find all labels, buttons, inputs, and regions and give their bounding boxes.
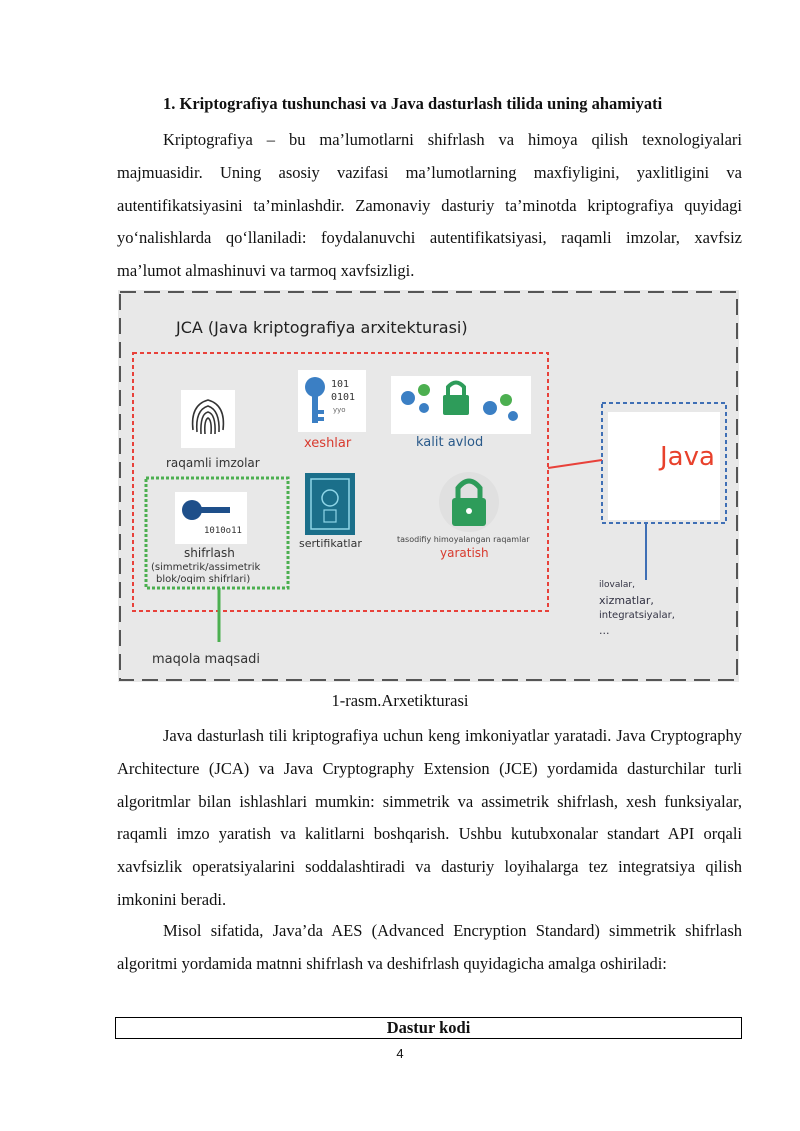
paragraph-example-text: Misol sifatida, Java’da AES (Advanced Encryption Standard) simmetrik shifrlash algoritmi yordamida matnni shifrlash va deshifrlash quyidagicha amalga oshiriladi: xyxy=(117,921,742,973)
certificates-icon xyxy=(305,473,355,535)
figure-caption: 1-rasm.Arxetikturasi xyxy=(331,691,469,710)
paragraph-java-text: Java dasturlash tili kriptografiya uchun keng imkoniyatlar yaratadi. Java Cryptography Architecture (JCA) va Java Cryptography Extension (JCE) yordamida dasturchilar turli algoritmlar bilan ishlashlari mumkin: simmetrik va assimetrik shifrlash, xesh funksiyalar, raqamli imzo yaratish va kalitlarni boshqarish. Ushbu kutubxonalar standart API orqali xavfsizlik operatsiyalarini soddalashtiradi va dasturiy loyihalarga tez integratsiya qilish imkonini beradi. xyxy=(117,726,742,909)
encryption-label: shifrlash xyxy=(184,546,235,560)
paragraph-example xyxy=(117,915,742,981)
article-goal-label: maqola maqsadi xyxy=(152,652,261,667)
secure-random-label: yaratish xyxy=(440,546,489,560)
services-label: xizmatlar, xyxy=(599,594,654,607)
paragraph-intro xyxy=(117,124,742,288)
java-logo-text: Java xyxy=(660,442,715,472)
ellipsis-label: ... xyxy=(599,624,610,637)
certificates-label: sertifikatlar xyxy=(299,537,362,550)
hashes-label: xeshlar xyxy=(304,436,352,451)
apps-label: ilovalar, xyxy=(599,580,635,590)
page-number: 4 xyxy=(396,1046,404,1061)
encryption-key-icon xyxy=(175,492,247,544)
architecture-figure xyxy=(118,290,739,682)
digital-signatures-label: raqamli imzolar xyxy=(166,456,260,470)
secure-random-small-label: tasodifiy himoyalangan raqamlar xyxy=(397,535,530,544)
connector-red xyxy=(548,460,602,468)
paragraph-intro-text: Kriptografiya – bu ma’lumotlarni shifrlash va himoya qilish texnologiyalari majmuasidir. Uning asosiy vazifasi ma’lumotlarning maxfiyligini, yaxlitligini va autentifikatsiyasini ta’minlashdir. Zamonaviy dasturiy ta’minotda kriptografiya quyidagi yo‘nalishlarda qo‘llaniladi: foydalanuvchi autentifikatsiyasi, raqamli imzolar, xavfsiz ma’lumot almashinuvi va tarmoq xavfsizligi. xyxy=(117,130,742,281)
fingerprint-icon xyxy=(181,390,235,448)
encryption-sub-label-2: blok/oqim shifrlari) xyxy=(156,574,251,585)
java-logo-card xyxy=(608,412,720,520)
section-heading: 1. Kriptografiya tushunchasi va Java dasturlash tilida uning ahamiyati xyxy=(163,94,663,113)
svg-text:101: 101 xyxy=(331,379,350,390)
paragraph-java xyxy=(117,720,742,917)
integrations-label: integratsiyalar, xyxy=(599,610,675,621)
hash-key-icon xyxy=(298,370,366,432)
key-generation-icon xyxy=(391,376,531,434)
svg-text:1010o11: 1010o11 xyxy=(204,526,242,536)
key-generation-label: kalit avlod xyxy=(416,435,484,450)
svg-text:0101: 0101 xyxy=(331,392,356,403)
code-box-header: Dastur kodi xyxy=(115,1017,742,1039)
encryption-sub-label-1: (simmetrik/assimetrik xyxy=(151,562,261,573)
figure-title: JCA (Java kriptografiya arxitekturasi) xyxy=(176,318,468,337)
secure-random-lock-icon xyxy=(439,472,499,532)
svg-text:yyo: yyo xyxy=(333,406,346,414)
